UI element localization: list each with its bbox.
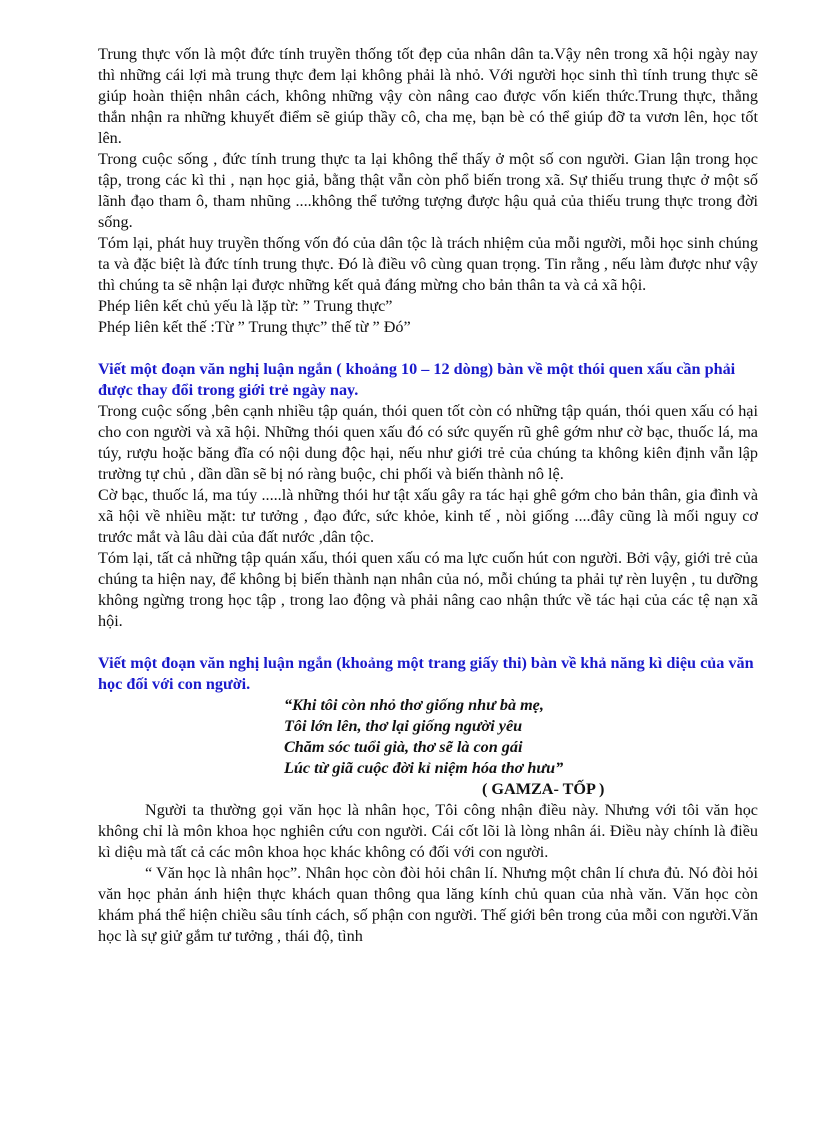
- section-heading-bad-habits: Viết một đoạn văn nghị luận ngắn ( khoảng 10 – 12 dòng) bàn về một thói quen xấu cần phải được thay đổi trong giới trẻ ngày nay.: [98, 360, 736, 399]
- paragraph-honesty-problems: Trong cuộc sống , đức tính trung thực ta lại không thể thấy ở một số con người. Gian lận trong học tập, trong các kì thi , nạn học giả, bằng thật vẫn còn phổ biến trong xã. Sự thiếu trung thực ở một số lãnh đạo tham ô, tham nhũng ....không thể tưởng tượng được hậu quả của thiếu trung thực trong đời sống.: [98, 150, 758, 231]
- paragraph-honesty-intro: Trung thực vốn là một đức tính truyền thống tốt đẹp của nhân dân ta.Vậy nên trong xã hội ngày nay thì những cái lợi mà trung thực đem lại không phải là nhỏ. Với người học sinh thì tính trung thực sẽ giúp hoàn thiện nhân cách, không những vậy còn nâng cao được vốn kiến thức.Trung thực, thẳng thắn nhận ra những khuyết điểm sẽ giúp thầy cô, cha mẹ, bạn bè có thể giúp đỡ ta vươn lên, học tốt lên.: [98, 45, 758, 147]
- poem-line: “Khi tôi còn nhỏ thơ giống như bà mẹ,: [284, 696, 544, 714]
- poem-source: ( GAMZA- TỐP ): [482, 780, 605, 798]
- paragraph-honesty-conclusion: Tóm lại, phát huy truyền thống vốn đó của dân tộc là trách nhiệm của mỗi người, mỗi học sinh chúng ta và đặc biệt là đức tính trung thực. Đó là điều vô cùng quan trọng. Tin rằng , nếu làm được như vậy thì chúng ta sẽ nhận lại được những kết quả đáng mừng cho bản thân ta và cả xã hội.: [98, 234, 758, 294]
- paragraph-literature-humanity: Người ta thường gọi văn học là nhân học, Tôi công nhận điều này. Nhưng với tôi văn học không chỉ là môn khoa học nghiên cứu con người. Cái cốt lõi là lòng nhân ái. Điều này chính là điều kì diệu mà tất cả các môn khoa học khác không có đối với con người.: [98, 801, 758, 861]
- poem-line: Chăm sóc tuổi già, thơ sẽ là con gái: [284, 738, 523, 756]
- paragraph-literature-truth: “ Văn học là nhân học”. Nhân học còn đòi hỏi chân lí. Nhưng một chân lí chưa đủ. Nó đòi hỏi văn học phản ánh hiện thực khách quan thông qua lăng kính chủ quan của nhà văn. Văn học còn khám phá thể hiện chiều sâu tính cách, số phận con người. Thế giới bên trong của mỗi con người.Văn học là sự giử gắm tư tưởng , thái độ, tình: [98, 864, 758, 945]
- section-heading-literature: Viết một đoạn văn nghị luận ngắn (khoảng một trang giấy thi) bàn về khả năng kì diệu của văn học đối với con người.: [98, 654, 754, 693]
- poem-line: Lúc từ giã cuộc đời kỉ niệm hóa thơ hưu”: [284, 759, 564, 777]
- paragraph-bad-habits-conclusion: Tóm lại, tất cả những tập quán xấu, thói quen xấu có ma lực cuốn hút con người. Bởi vậy, giới trẻ của chúng ta hiện nay, để không bị biến thành nạn nhân của nó, mỗi chúng ta phải tự rèn luyện , tu dưỡng không ngừng trong học tập , trong lao động và phải nâng cao nhận thức về tác hại của các tệ nạn xã hội.: [98, 549, 758, 630]
- section-spacer: [98, 338, 758, 359]
- paragraph-bad-habits-intro: Trong cuộc sống ,bên cạnh nhiều tập quán, thói quen tốt còn có những tập quán, thói quen xấu có hại cho con người và xã hội. Những thói quen xấu đó có sức quyến rũ ghê gớm như cờ bạc, thuốc lá, ma túy, rượu hoặc băng đĩa có nội dung độc hại, nếu như giới trẻ của chúng ta không kiên định vẫn lập trường tự chủ , dần dần sẽ bị nó ràng buộc, chi phối và biến thành nô lệ.: [98, 402, 758, 483]
- document-page: [98, 44, 758, 947]
- linking-note-repetition: Phép liên kết chủ yếu là lặp từ: ” Trung thực”: [98, 297, 393, 315]
- linking-note-substitution: Phép liên kết thế :Từ ” Trung thực” thế từ ” Đó”: [98, 318, 411, 336]
- poem-line: Tôi lớn lên, thơ lại giống người yêu: [284, 717, 523, 735]
- section-spacer: [98, 632, 758, 653]
- paragraph-bad-habits-harm: Cờ bạc, thuốc lá, ma túy .....là những thói hư tật xấu gây ra tác hại ghê gớm cho bản thân, gia đình và xã hội về nhiều mặt: tư tưởng , đạo đức, sức khỏe, kinh tế , nòi giống ....đây cũng là mối nguy cơ trước mắt và lâu dài của đất nước ,dân tộc.: [98, 486, 758, 546]
